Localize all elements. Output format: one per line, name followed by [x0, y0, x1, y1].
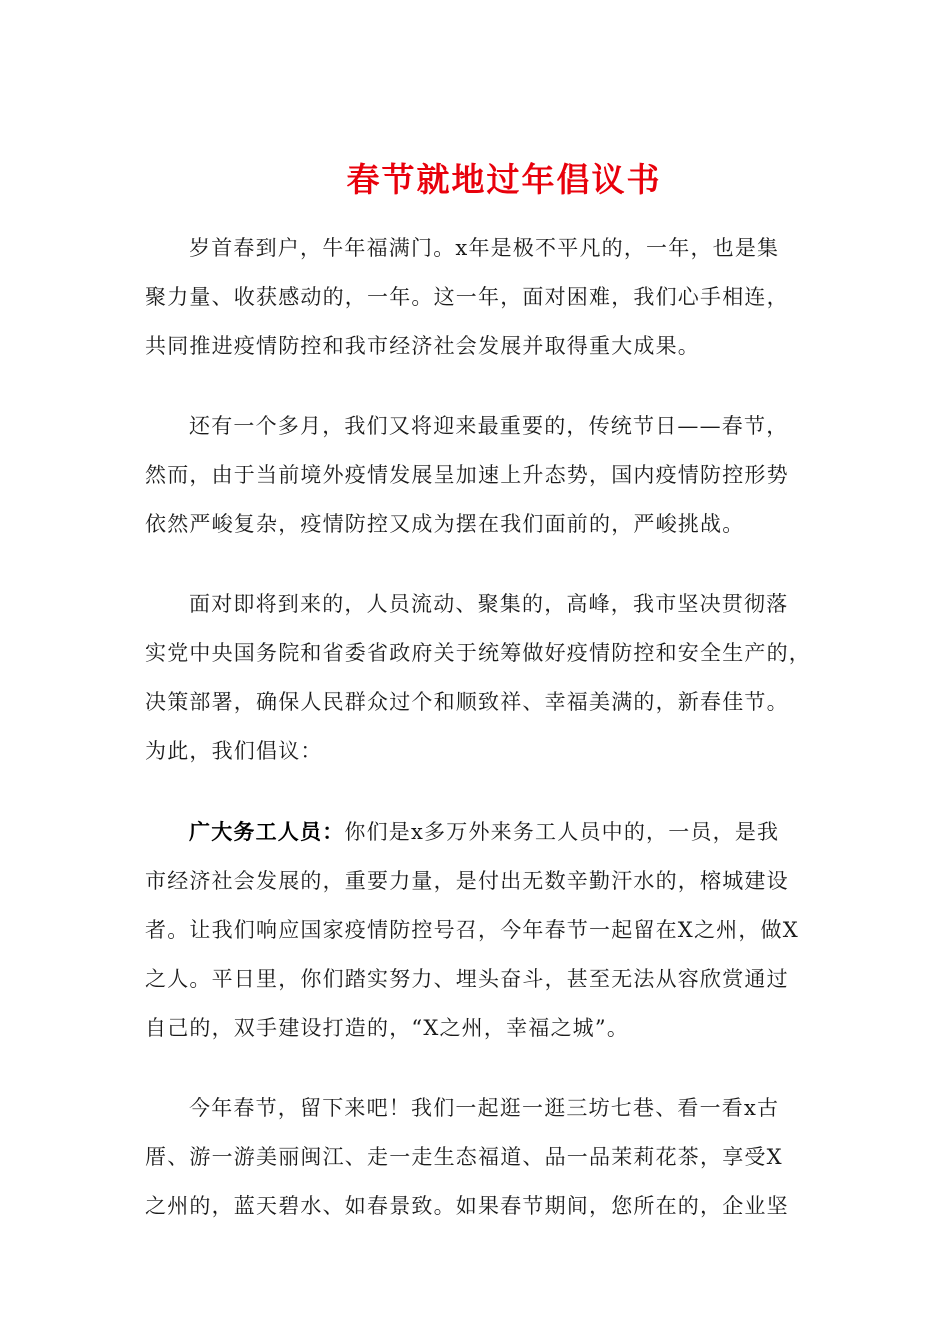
paragraph-line: 然而，由于当前境外疫情发展呈加速上升态势，国内疫情防控形势: [145, 463, 789, 487]
paragraph-line: 厝、游一游美丽闽江、走一走生态福道、品一品茉莉花茶，享受X: [145, 1145, 783, 1169]
paragraph-line: 自己的，双手建设打造的，“X之州，幸福之城”。: [145, 1016, 630, 1040]
paragraph-2: [145, 402, 810, 549]
paragraph-5: [145, 1084, 810, 1231]
paragraph-1: [145, 224, 810, 371]
paragraph-line: 之州的，蓝天碧水、如春景致。如果春节期间，您所在的，企业坚: [145, 1194, 789, 1218]
paragraph-line: 还有一个多月，我们又将迎来最重要的，传统节日——春节，: [189, 414, 789, 438]
paragraph-line: 之人。平日里，你们踏实努力、埋头奋斗，甚至无法从容欣赏通过: [145, 967, 789, 991]
paragraph-line: 决策部署，确保人民群众过个和顺致祥、幸福美满的，新春佳节。: [145, 690, 789, 714]
paragraph-lead: 广大务工人员：: [189, 819, 345, 844]
document-title: 春节就地过年倡议书: [346, 160, 662, 199]
paragraph-line: 者。让我们响应国家疫情防控号召，今年春节一起留在X之州，做X: [145, 918, 799, 942]
paragraph-line: 岁首春到户，牛年福满门。x年是极不平凡的，一年，也是集: [189, 236, 780, 260]
paragraph-line: 面对即将到来的，人员流动、聚集的，高峰，我市坚决贯彻落: [189, 592, 789, 616]
paragraph-line: 共同推进疫情防控和我市经济社会发展并取得重大成果。: [145, 334, 700, 358]
paragraph-line-with-lead: [145, 807, 810, 857]
paragraph-line: 为此，我们倡议：: [145, 739, 323, 763]
paragraph-line: 依然严峻复杂，疫情防控又成为摆在我们面前的，严峻挑战。: [145, 512, 745, 536]
document-body: [145, 224, 810, 1262]
paragraph-3: [145, 580, 810, 776]
paragraph-line-text: 你们是x多万外来务工人员中的，一员，是我: [344, 820, 780, 844]
paragraph-line: 今年春节，留下来吧！我们一起逛一逛三坊七巷、看一看x古: [189, 1096, 780, 1120]
paragraph-line: 实党中央国务院和省委省政府关于统筹做好疫情防控和安全生产的，: [145, 641, 811, 665]
paragraph-line: 市经济社会发展的，重要力量，是付出无数辛勤汗水的，榕城建设: [145, 869, 789, 893]
paragraph-4: [145, 807, 810, 1053]
paragraph-line: 聚力量、收获感动的，一年。这一年，面对困难，我们心手相连，: [145, 285, 789, 309]
